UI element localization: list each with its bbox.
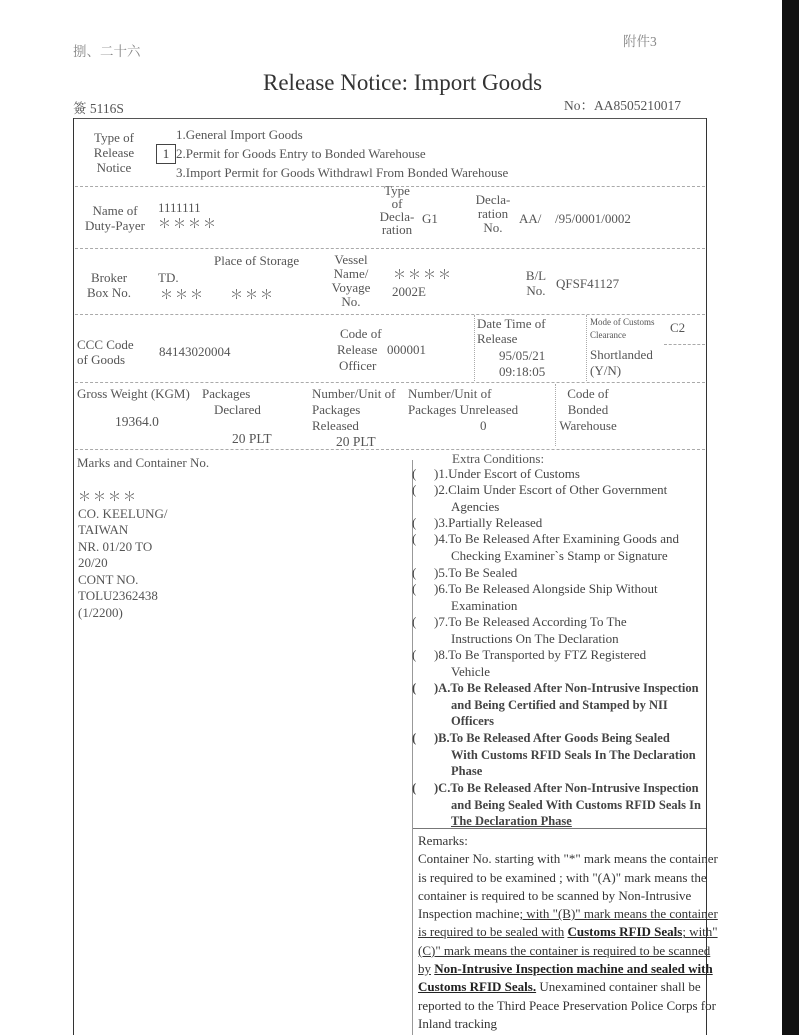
condition-text: Phase [451,764,483,778]
label-line: Release [337,342,378,357]
release-datetime-label [477,316,546,346]
label-line: Type of [94,130,134,145]
declaration-type-value: G1 [422,211,438,226]
remarks-text: ; with "(B)" mark means the container is required to be sealed with [418,906,718,940]
label-line: of Goods [77,352,126,367]
condition-text: Examination [451,597,518,613]
condition-text: Partially Released [448,515,543,530]
remarks-block [418,832,718,1033]
gross-weight-label: Gross Weight (KGM) [77,386,190,401]
label-line: Release [477,331,518,346]
voyage-no: 2002E [392,284,426,299]
condition-text: To Be Released After Non-Intrusive Inspection [450,781,699,795]
divider [586,315,587,381]
condition-code: )1. [434,466,449,481]
label-line: ration [381,222,413,237]
storage-value: ＊＊＊ [230,287,276,302]
checkbox-paren: ( [412,731,417,745]
condition-code: )7. [434,614,449,629]
declaration-type-label [372,184,422,236]
divider [75,449,705,450]
checkbox-paren: ( [412,466,417,481]
label-line: Code of [340,326,382,341]
checkbox-paren: ( [412,531,417,546]
condition-4[interactable] [412,531,679,564]
label-line: No. [341,294,361,309]
form-top-border [73,118,707,119]
vessel-name: ＊＊＊＊ [393,267,454,282]
checkbox-paren: ( [412,681,417,695]
label-line: ration [477,206,509,221]
label-line: B/L [525,268,547,283]
top-left-code: 捌、二十六 [73,44,141,59]
label-line: Shortlanded [590,347,653,362]
marks-line: TOLU2362438 [78,588,158,603]
remarks-text: Container No. starting with "*" mark means the container is required to be examined ; with "(A)" mark means the container is required to be scanned by Non-Intrusive Inspection machine [418,851,718,922]
condition-b[interactable] [412,730,696,780]
notice-number: No：AA8505210017 [564,98,681,113]
label-line: Decla- [379,209,415,224]
condition-text: To Be Released After Goods Being Sealed [449,731,670,745]
condition-text: and Being Sealed With Customs RFID Seals In [451,797,701,812]
condition-text: Officers [451,714,495,728]
storage-label: Place of Storage [214,253,300,268]
condition-1[interactable] [412,466,580,483]
label-line: of [391,196,403,211]
label-line: CCC Code [77,337,134,352]
label-line: Declared [214,402,261,417]
label-line: Type [384,183,410,198]
label-line: Date Time of [477,316,546,331]
bl-value: QFSF41127 [556,276,620,291]
condition-text: Vehicle [451,663,490,679]
broker-value: ＊＊＊ [160,287,206,302]
condition-2[interactable] [412,482,667,515]
remarks-text: ; with"(C)" mark means the container is required to be scanned by [418,924,718,977]
duty-payer-label [80,203,150,233]
checkbox-paren: ( [412,581,417,596]
condition-code: )A. [434,681,451,695]
extra-conditions-title: Extra Conditions: [452,451,545,466]
condition-text: Checking Examiner`s Stamp or Signature [451,547,668,563]
duty-payer-id: 1111111 [158,200,201,215]
marks-line: ＊＊＊＊ [78,489,139,504]
condition-3[interactable] [412,515,542,532]
divider [413,828,706,829]
duty-payer-name: ＊＊＊＊ [158,216,219,231]
bl-label [518,268,554,298]
divider [75,248,705,249]
marks-line: 20/20 [78,555,108,570]
condition-text: With Customs RFID Seals In The Declaration [451,747,696,762]
condition-text: To Be Sealed [448,565,518,580]
release-type-value[interactable]: 1 [156,144,176,164]
condition-code: )2. [434,482,449,497]
marks-line: TAIWAN [78,522,129,537]
packages-unreleased-value: 0 [480,418,487,433]
condition-text: Agencies [451,498,500,514]
label-line: Name/ [333,266,369,281]
condition-code: )8. [434,647,449,662]
label-line: Broker [90,270,128,285]
condition-text: To Be Released According To The [448,614,627,629]
remarks-text: Non-Intrusive Inspection machine and sealed with Customs RFID Seals. [418,961,713,995]
label-line: Box No. [86,285,132,300]
declaration-no-label [468,193,518,235]
packages-declared-value: 20 PLT [232,431,272,446]
page-title: Release Notice: Import Goods [263,70,543,95]
remarks-text: Unexamined container shall be reported to the Third Peace Preservation Police Corps for Inland tracking [418,979,716,1031]
marks-list [78,489,168,621]
label-line: Packages Unreleased [408,402,519,417]
label-line: Release [93,145,135,160]
condition-code: )3. [434,515,449,530]
condition-code: )5. [434,565,449,580]
shortlanded-label [590,347,653,379]
scanner-edge [782,0,799,1035]
condition-text: The Declaration Phase [451,814,572,828]
label-line: Mode of Customs [590,317,655,327]
label-line: Vessel [334,252,368,267]
release-time: 09:18:05 [499,364,546,379]
packages-unreleased-label [408,386,518,418]
packages-declared-label [202,386,261,418]
label-line: Name of [92,203,138,218]
vessel-label [326,253,376,309]
clearance-mode-label [590,316,655,342]
release-date: 95/05/21 [499,348,546,363]
condition-text: To Be Released After Non-Intrusive Inspection [450,681,699,695]
condition-a[interactable] [412,680,699,730]
condition-text: To Be Released After Examining Goods and [448,531,679,546]
condition-5[interactable] [412,565,517,582]
label-line: No. [526,283,546,298]
packages-released-label [312,386,395,434]
divider [664,344,705,345]
marks-line: CONT NO. [78,571,139,587]
condition-text: To Be Transported by FTZ Registered [448,647,647,662]
marks-line: CO. KEELUNG/ [78,505,168,521]
condition-code: )6. [434,581,449,596]
condition-code: )4. [434,531,449,546]
label-line: Warehouse [559,418,617,433]
remarks-text: Customs RFID Seals [567,924,683,940]
checkbox-paren: ( [412,515,417,530]
label-line: Bonded [567,402,609,417]
condition-text: Under Escort of Customs [448,466,580,481]
label-line: Notice [96,160,132,175]
label-line: Clearance [590,330,626,340]
label-line: Number/Unit of [312,386,396,401]
checkbox-paren: ( [412,565,417,580]
label-line: Packages [312,402,361,417]
ccc-value: 84143020004 [159,344,231,359]
remarks-body [418,850,718,1033]
condition-text: Instructions On The Declaration [451,630,619,646]
broker-label [74,270,144,300]
declaration-no-value: /95/0001/0002 [555,211,631,226]
condition-c[interactable] [412,780,701,830]
marks-label: Marks and Container No. [77,455,210,470]
condition-code: )B. [434,731,450,745]
packages-released-value: 20 PLT [336,434,376,449]
label-line: Code of [567,386,609,401]
divider [474,315,475,381]
condition-6[interactable] [412,581,658,614]
release-option-3: 3.Import Permit for Goods Withdrawl From Bonded Warehouse [176,165,509,180]
condition-text: and Being Certified and Stamped by NII [451,697,668,712]
checkbox-paren: ( [412,781,417,795]
label-line: Voyage [331,280,371,295]
label-line: No. [483,220,503,235]
release-officer-label [337,326,382,374]
attachment-label: 附件3 [623,34,657,49]
divider [75,314,705,315]
label-line: Decla- [475,192,511,207]
clearance-mode-value: C2 [670,320,686,335]
declaration-no-prefix: AA/ [519,211,542,226]
checkbox-paren: ( [412,614,417,629]
storage-td-label: TD. [158,270,179,285]
label-line: Packages [202,386,251,401]
condition-7[interactable] [412,614,627,647]
checkbox-paren: ( [412,647,417,662]
release-officer-value: 000001 [387,342,426,357]
bonded-warehouse-label [554,386,622,434]
label-line: Officer [339,358,377,373]
release-option-2: 2.Permit for Goods Entry to Bonded Warehouse [176,146,426,161]
label-line: Duty-Payer [85,218,145,233]
ccc-label [77,337,134,367]
remarks-title: Remarks: [418,833,468,848]
label-line: (Y/N) [590,363,622,378]
label-line: Released [312,418,359,433]
condition-text: To Be Released Alongside Ship Without [448,581,658,596]
release-type-label [84,130,144,175]
form-left-border [73,118,74,1035]
condition-text: Claim Under Escort of Other Government [448,482,668,497]
marks-line: NR. 01/20 TO [78,538,153,554]
checkbox-paren: ( [412,482,417,497]
gross-weight-value: 19364.0 [115,414,159,429]
condition-code: )C. [434,781,451,795]
divider [75,382,705,383]
label-line: Number/Unit of [408,386,492,401]
marks-line: (1/2200) [78,604,123,620]
condition-8[interactable] [412,647,646,680]
release-option-1: 1.General Import Goods [176,127,303,142]
form-code: 簽 5116S [73,101,124,116]
